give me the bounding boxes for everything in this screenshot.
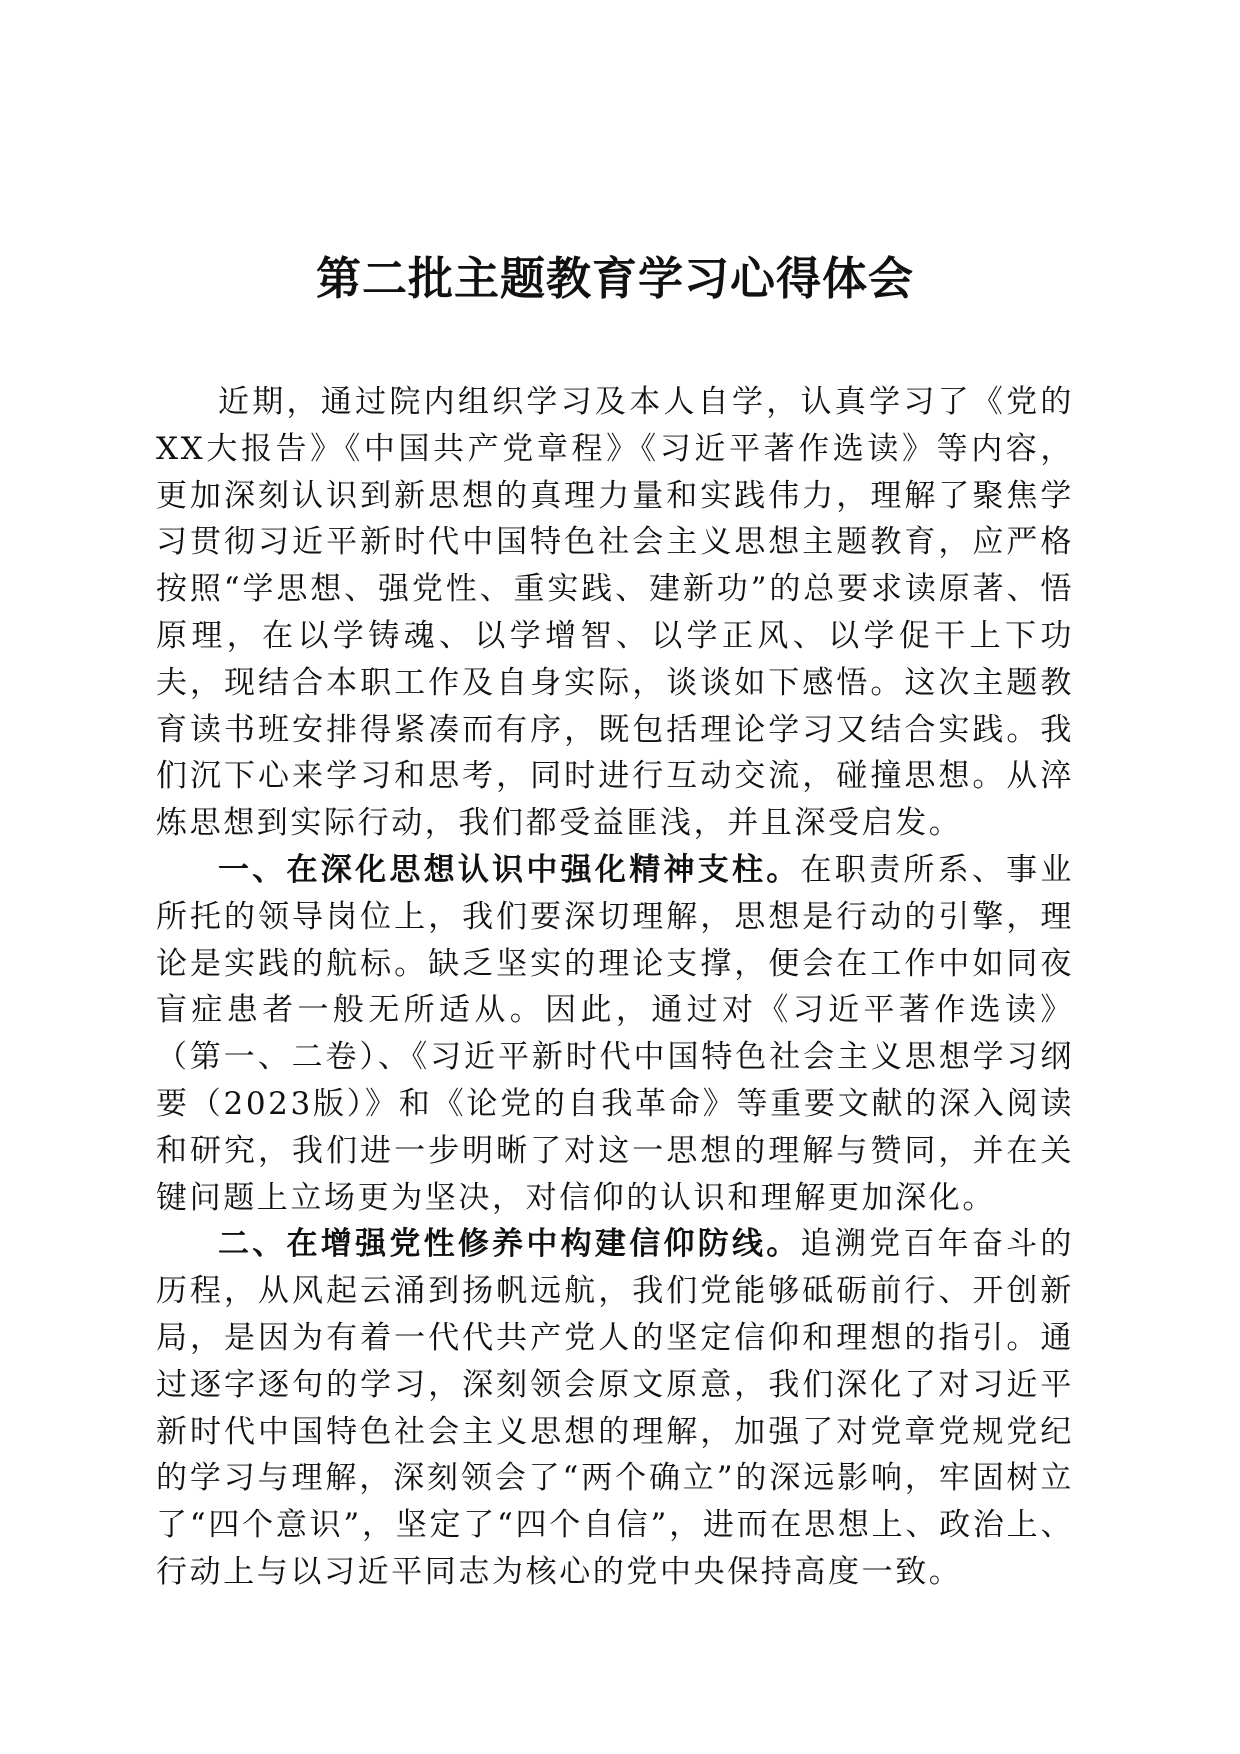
- intro-paragraph-text: 近期，通过院内组织学习及本人自学，认真学习了《党的XX大报告》《中国共产党章程》《习近平著作选读》等内容，更加深刻认识到新思想的真理力量和实践伟力，理解了聚焦学习贯彻习近平新时代中国特色社会主义思想主题教育，应严格按照“学思想、强党性、重实践、建新功”的总要求读原著、悟原理，在以学铸魂、以学增智、以学正风、以学促干上下功夫，现结合本职工作及自身实际，谈谈如下感悟。这次主题教育读书班安排得紧凑而有序，既包括理论学习又结合实践。我们沉下心来学习和思考，同时进行互动交流，碰撞思想。从淬炼思想到实际行动，我们都受益匪浅，并且深受启发。: [156, 384, 1074, 842]
- document-body: [156, 379, 1074, 1596]
- document-title: 第二批主题教育学习心得体会: [315, 252, 914, 305]
- intro-paragraph: [156, 379, 1074, 847]
- section-one-heading: 一、在深化思想认识中强化精神支柱。: [218, 851, 801, 888]
- section-two-paragraph: [156, 1221, 1074, 1595]
- section-two-heading: 二、在增强党性修养中构建信仰防线。: [218, 1226, 801, 1263]
- section-one-text: 在职责所系、事业所托的领导岗位上，我们要深切理解，思想是行动的引擎，理论是实践的航标。缺乏坚实的理论支撑，便会在工作中如同夜盲症患者一般无所适从。因此，通过对《习近平著作选读》（第一、二卷）、《习近平新时代中国特色社会主义思想学习纲要（2023版）》和《论党的自我革命》等重要文献的深入阅读和研究，我们进一步明晰了对这一思想的理解与赞同，并在关键问题上立场更为坚决，对信仰的认识和理解更加深化。: [156, 851, 1074, 1216]
- section-two-text: 追溯党百年奋斗的历程，从风起云涌到扬帆远航，我们党能够砥砺前行、开创新局，是因为有着一代代共产党人的坚定信仰和理想的指引。通过逐字逐句的学习，深刻领会原文原意，我们深化了对习近平新时代中国特色社会主义思想的理解，加强了对党章党规党纪的学习与理解，深刻领会了“两个确立”的深远影响，牢固树立了“四个意识”，坚定了“四个自信”，进而在思想上、政治上、行动上与以习近平同志为核心的党中央保持高度一致。: [156, 1226, 1074, 1590]
- section-one-paragraph: [156, 847, 1074, 1221]
